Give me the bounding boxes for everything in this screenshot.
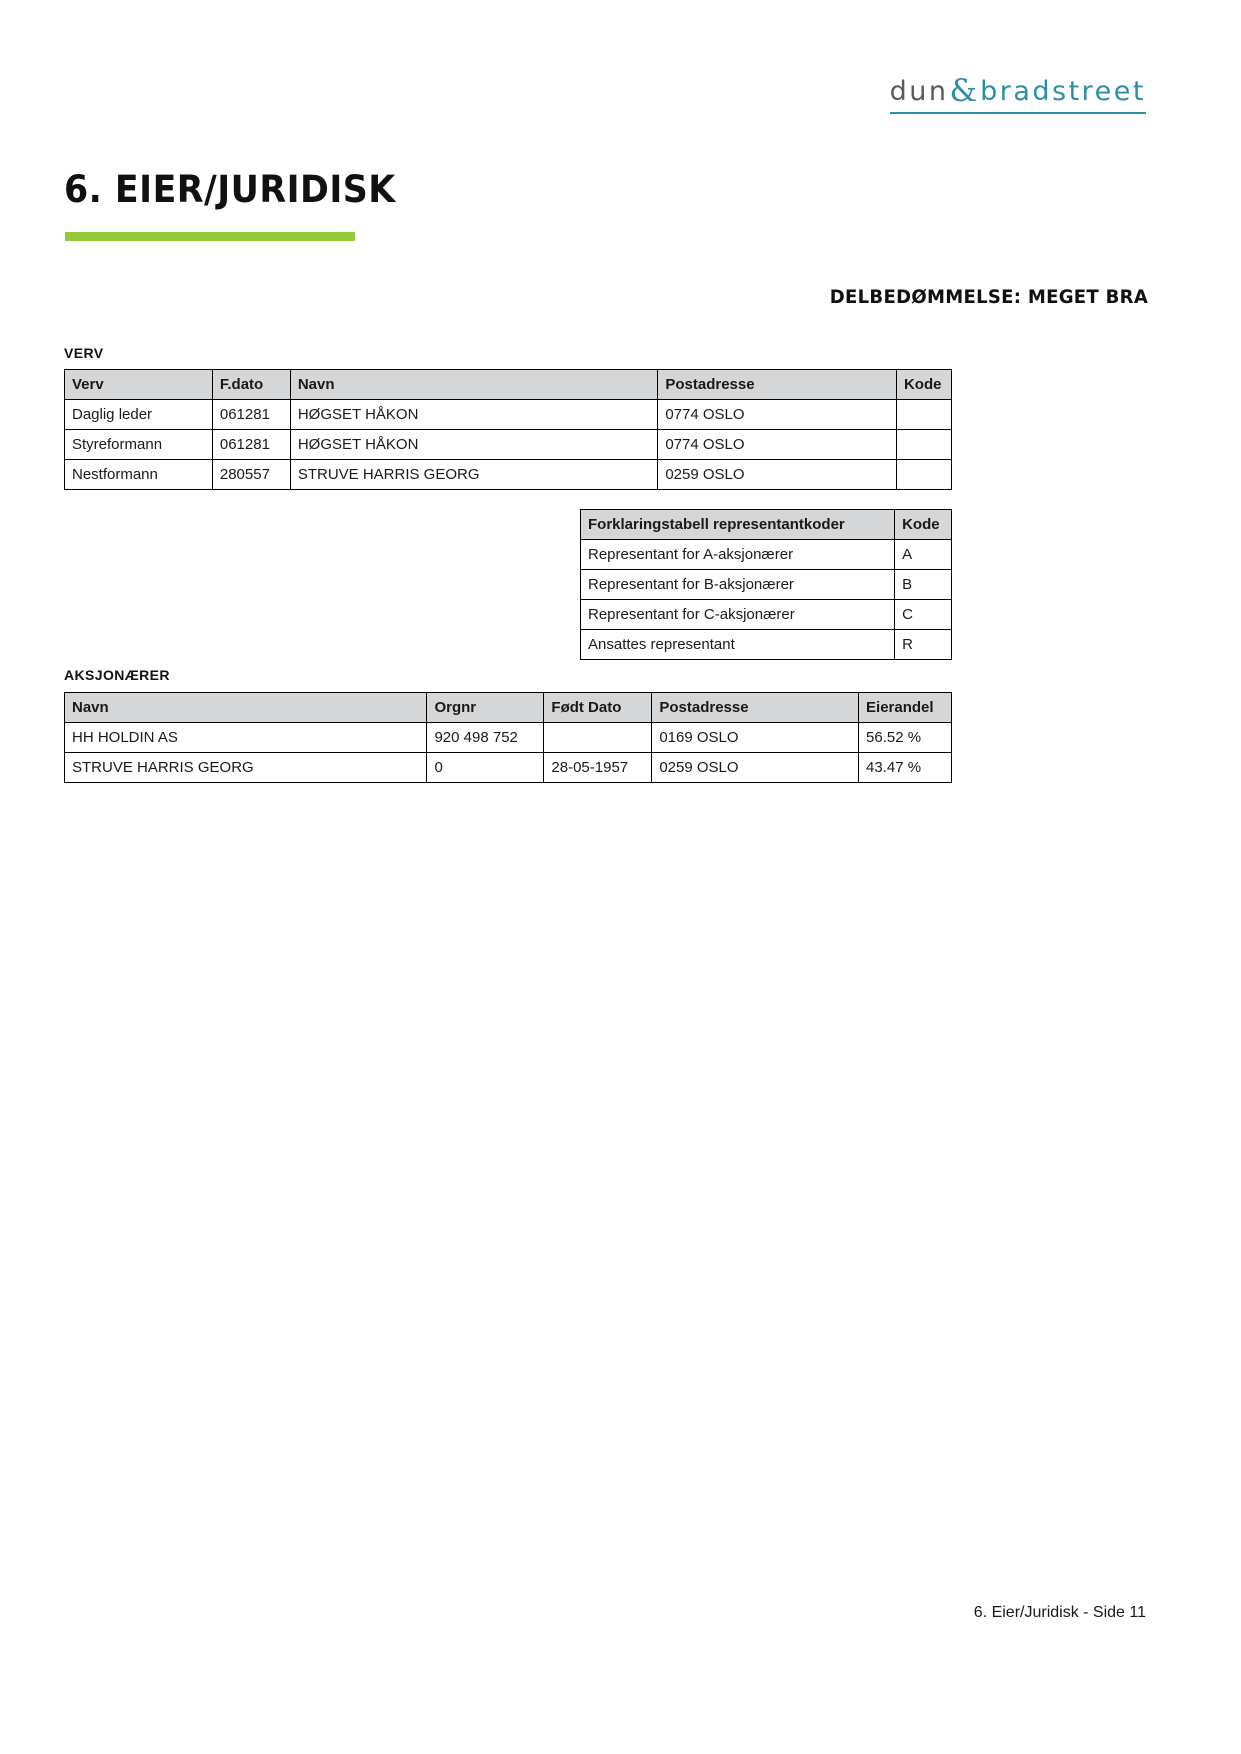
table-row bbox=[581, 630, 952, 660]
cell-code: A bbox=[895, 540, 952, 570]
column-header-orgnr: Orgnr bbox=[427, 693, 544, 723]
cell-verv: Daglig leder bbox=[65, 400, 213, 430]
cell-description: Representant for B-aksjonærer bbox=[581, 570, 895, 600]
cell-postadresse: 0259 OSLO bbox=[652, 753, 859, 783]
table-row bbox=[65, 400, 952, 430]
aksjonarer-table bbox=[64, 692, 952, 783]
cell-eierandel: 56.52 % bbox=[859, 723, 952, 753]
cell-navn: STRUVE HARRIS GEORG bbox=[290, 460, 658, 490]
column-header-kode: Kode bbox=[895, 510, 952, 540]
page-footer: 6. Eier/Juridisk - Side 11 bbox=[973, 1604, 1146, 1621]
column-header-kode: Kode bbox=[896, 370, 951, 400]
column-header-navn: Navn bbox=[290, 370, 658, 400]
column-header-navn: Navn bbox=[65, 693, 427, 723]
table-row bbox=[65, 460, 952, 490]
cell-postadresse: 0169 OSLO bbox=[652, 723, 859, 753]
cell-navn: STRUVE HARRIS GEORG bbox=[65, 753, 427, 783]
cell-verv: Nestformann bbox=[65, 460, 213, 490]
cell-fdato: 061281 bbox=[212, 400, 290, 430]
cell-navn: HH HOLDIN AS bbox=[65, 723, 427, 753]
table-header-row bbox=[65, 370, 952, 400]
cell-kode bbox=[896, 460, 951, 490]
representant-codes-table bbox=[580, 509, 952, 660]
cell-verv: Styreformann bbox=[65, 430, 213, 460]
logo-word-dun: dun bbox=[889, 76, 949, 107]
cell-navn: HØGSET HÅKON bbox=[290, 400, 658, 430]
verv-table bbox=[64, 369, 952, 490]
cell-fodt-dato: 28-05-1957 bbox=[544, 753, 652, 783]
column-header-verv: Verv bbox=[65, 370, 213, 400]
cell-fodt-dato bbox=[544, 723, 652, 753]
title-accent-bar bbox=[65, 232, 355, 241]
cell-kode bbox=[896, 400, 951, 430]
table-row bbox=[581, 600, 952, 630]
cell-description: Representant for C-aksjonærer bbox=[581, 600, 895, 630]
sub-rating-text: DELBEDØMMELSE: MEGET BRA bbox=[829, 286, 1148, 308]
section-label-aksjonarer: AKSJONÆRER bbox=[64, 667, 170, 683]
cell-description: Ansattes representant bbox=[581, 630, 895, 660]
column-header-fdato: F.dato bbox=[212, 370, 290, 400]
cell-postadresse: 0774 OSLO bbox=[658, 400, 897, 430]
table-row bbox=[65, 430, 952, 460]
cell-navn: HØGSET HÅKON bbox=[290, 430, 658, 460]
cell-fdato: 280557 bbox=[212, 460, 290, 490]
column-header-fodt-dato: Født Dato bbox=[544, 693, 652, 723]
dun-bradstreet-logo bbox=[890, 72, 1146, 108]
cell-eierandel: 43.47 % bbox=[859, 753, 952, 783]
table-header-row bbox=[581, 510, 952, 540]
table-row bbox=[65, 753, 952, 783]
cell-postadresse: 0259 OSLO bbox=[658, 460, 897, 490]
cell-orgnr: 0 bbox=[427, 753, 544, 783]
logo-ampersand-icon: & bbox=[949, 73, 980, 109]
column-header-postadresse: Postadresse bbox=[658, 370, 897, 400]
cell-description: Representant for A-aksjonærer bbox=[581, 540, 895, 570]
cell-code: C bbox=[895, 600, 952, 630]
page-title: 6. EIER/JURIDISK bbox=[64, 168, 396, 211]
cell-orgnr: 920 498 752 bbox=[427, 723, 544, 753]
section-label-verv: VERV bbox=[64, 345, 104, 361]
cell-code: B bbox=[895, 570, 952, 600]
logo-underline bbox=[890, 112, 1146, 114]
cell-code: R bbox=[895, 630, 952, 660]
column-header-postadresse: Postadresse bbox=[652, 693, 859, 723]
table-row bbox=[65, 723, 952, 753]
cell-postadresse: 0774 OSLO bbox=[658, 430, 897, 460]
table-row bbox=[581, 570, 952, 600]
column-header-eierandel: Eierandel bbox=[859, 693, 952, 723]
cell-fdato: 061281 bbox=[212, 430, 290, 460]
column-header-forklaringstabell: Forklaringstabell representantkoder bbox=[581, 510, 895, 540]
logo-word-bradstreet: bradstreet bbox=[980, 76, 1146, 107]
table-row bbox=[581, 540, 952, 570]
table-header-row bbox=[65, 693, 952, 723]
cell-kode bbox=[896, 430, 951, 460]
